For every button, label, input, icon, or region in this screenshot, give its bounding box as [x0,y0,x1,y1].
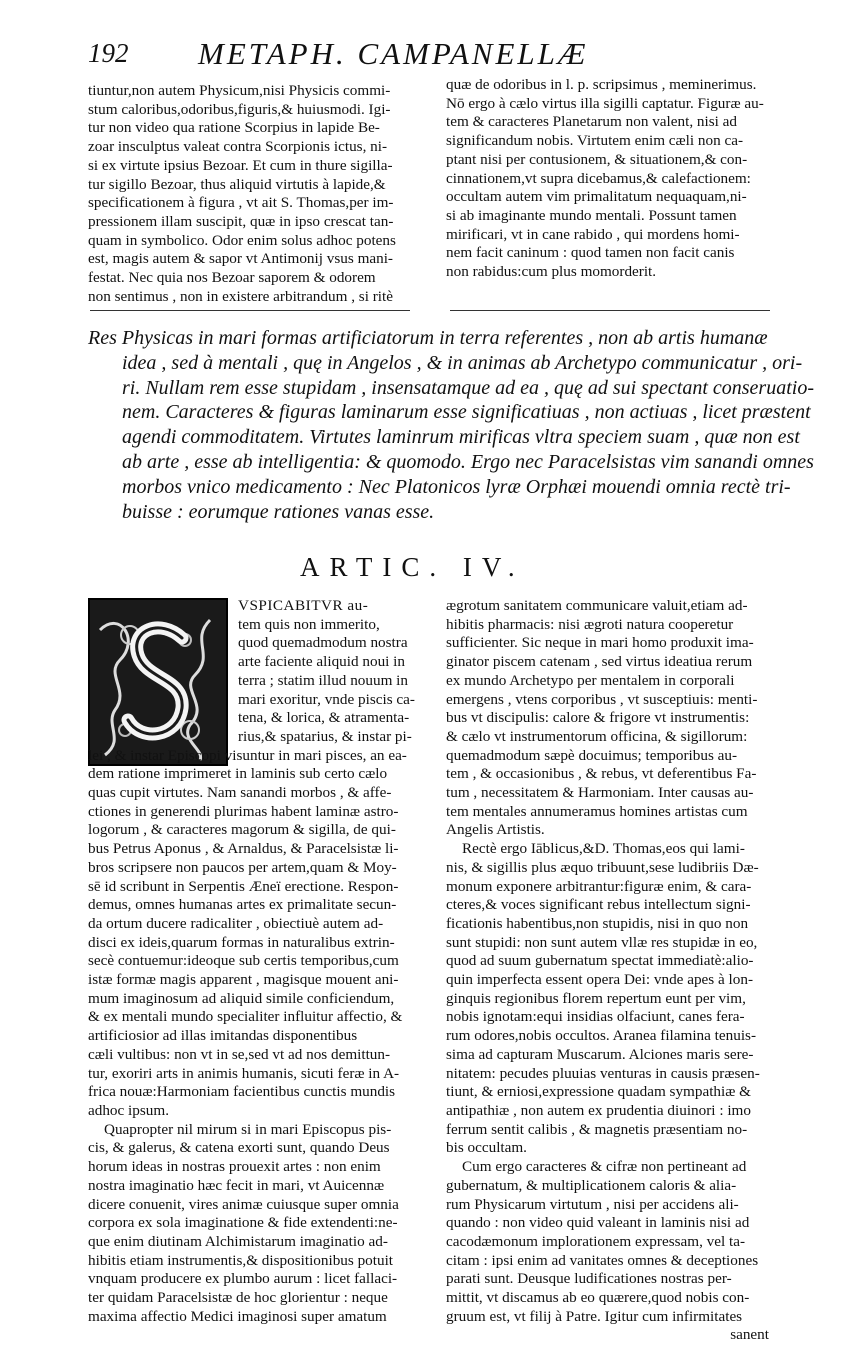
text-line: agendi commoditatem. Virtutes laminrum mirificas vltra speciem suam , quæ non est [122,426,800,449]
text-line: mum imaginosum ad aliquid simile conficiendum, [88,989,395,1007]
text-line: mittit, vt discamus ab eo quærere,quod nobis con- [446,1289,750,1307]
text-line: stum caloribus,odoribus,figuris,& huiusmodi. Igi- [88,100,391,118]
text-line: emergens , vtens corporibus , vt susceptiuis: menti- [446,690,758,708]
text-line: quando : non video quid valeant in laminis nisi ad [446,1214,750,1232]
text-line: lei , & instar Episcopi visuntur in mari pisces, an ea- [88,746,407,764]
text-line: est, magis autem & sapor vt Antimonij vsus mani- [88,250,393,268]
text-line: dem ratione imprimeret in laminis sub certo cælo [88,765,388,783]
text-line: quas cupit virtutes. Nam sanandi morbos , & affe- [88,784,392,802]
text-line: sanent [730,1326,769,1344]
text-line: demus, omnes humanas artes ex primalitate secun- [88,896,397,914]
text-line: nitatem: pecudes pluuias venturas in causis præsen- [446,1064,760,1082]
text-line: sima ad capturam Muscarum. Alciones maris sere- [446,1045,754,1063]
text-line: ri. Nullam rem esse stupidam , insensatamque ad ea , quę ad sui spectant conseruatio- [122,376,814,399]
text-line: corpora ex sola imaginatione & fide extendenti:ne- [88,1214,398,1232]
text-line: citam : ipsi enim ad vanitates omnes & deceptiones [446,1251,759,1269]
text-line: secè contuemur:ideoque sub certis temporibus,cum [88,952,399,970]
text-line: ter quidam Paracelsistæ de hoc glorientur : neque [88,1289,388,1307]
text-line: ex mundo Archetypo per mentalem in corporali [446,671,735,689]
page-number: 192 [88,38,129,68]
text-line: idea , sed à mentali , quę in Angelos , & in animas ab Archetypo communicatur , ori- [122,351,803,374]
text-line: istæ formæ magis apparent , magisque mouent ani- [88,971,399,989]
text-line: adhoc ipsum. [88,1101,169,1119]
text-line: nostra imaginatio hæc fecit in mari, vt Auicennæ [88,1176,385,1194]
body-right-column [446,597,781,1345]
text-line: non rabidus:cum plus momorderit. [446,263,657,281]
text-line: bis occultam. [446,1139,527,1157]
text-line: & cælo vt instrumentorum officina, & sigillorum: [446,727,748,745]
text-line: parati sunt. Deusque ludificationes nostras per- [446,1270,732,1288]
text-line: tur, exoriri arts in animis humanis, sicuti feræ in A- [88,1064,400,1082]
text-line: mirificari, vt in cane rabido , qui mordens homi- [446,225,740,243]
divider-rule-right [450,310,770,311]
text-line: si ab imaginante mundo mentali. Possunt tamen [446,206,737,224]
text-line: cteres,& voces significant rebus intellectum signi- [446,896,751,914]
text-line: disci ex ideis,quarum formas in naturalibus extrin- [88,933,395,951]
text-line: ctiones in generendi plurimas habent laminæ astro- [88,802,399,820]
text-line: tum , necessitatem & Harmoniam. Inter causas au- [446,784,754,802]
text-line: ægrotum sanitatem communicare valuit,etiam ad- [446,597,748,614]
text-line: horum ideas in nostras prouexit artes : non enim [88,1158,381,1176]
text-line: ptant nisi per contusionem, & situationem,& con- [446,150,748,168]
text-line: antipathiæ , non autem ex prudentia diuinori : imo [446,1101,751,1119]
text-line: sufficienter. Sic neque in mari homo produxit ima- [446,634,754,652]
text-line: quin imperfecta essent opera Dei: vnde apes à lon- [446,971,754,989]
text-line: ginquis regionibus florem repertum eunt per vim, [446,989,746,1007]
text-line: quemadmodum sæpè docuimus; temporibus au- [446,746,738,764]
text-line: buisse : eorumque rationes vanas esse. [122,500,435,523]
text-line: monum exponere arbitrantur:figuræ enim, & cara- [446,877,752,895]
text-line: tem , & occasionibus , & rebus, vt deferentibus Fa- [446,765,757,783]
text-line: occultam autem vim primalitatum nequaquam,ni- [446,188,747,206]
text-line: terra ; statim illud nouum in [238,671,408,689]
text-line: ginator piscem catenam , sed virtus ideatiua rerum [446,653,753,671]
article-heading: ARTIC. IV. [300,552,525,582]
text-line: quod quemadmodum nostra [238,634,408,652]
text-line: rum Physicarum virtutum , nisi per accidens ali- [446,1195,739,1213]
text-line: Res Physicas in mari formas artificiatorum in terra referentes , non ab artis humanæ [88,327,768,349]
text-line: nis, & sigillis plus æquo tribuunt,sese ludibriis Dæ- [446,858,759,876]
text-line: cis, & galerus, & catena exorti sunt, quando Deus [88,1139,390,1157]
text-line: hibitis pharmacis: nisi ægroti natura cooperetur [446,615,734,633]
text-line: cæli vultibus: non vt in se,sed vt ad nos demittun- [88,1045,391,1063]
text-line: quod ad suum gubernatum spectat immediatè:alio- [446,952,754,970]
running-header [88,38,788,78]
text-line: arte faciente aliquid noui in [238,653,405,671]
article-summary [88,326,814,524]
text-line: Quapropter nil mirum si in mari Episcopus pis- [104,1120,392,1138]
text-line: zoar insculptus valeat contra Scorpionis ictus, ni- [88,138,388,156]
text-line: nem facit caninum : quod tamen non facit canis [446,244,735,262]
text-line: cinnationem,vt supra dicebamus,& calefactionem: [446,169,751,187]
text-line: quæ de odoribus in l. p. scripsimus , meminerimus. [446,76,757,93]
text-line: tiuntur,non autem Physicum,nisi Physicis commi- [88,82,391,99]
text-line: da ortum ducere radicaliter , obiectiuè autem ad- [88,914,384,932]
text-line: dicere conuenit, vires animæ cuiusque super omnia [88,1195,399,1213]
text-line: Nō ergo à cælo virtus illa sigilli captatur. Figuræ au- [446,94,764,112]
text-line: specificationem à figura , vt ait S. Thomas,per im- [88,194,394,212]
text-line: sē id scribunt in Serpentis Æneï erectione. Respon- [88,877,399,895]
text-line: sunt stupidi: non sunt autem vllæ res stupidæ in eo, [446,933,758,951]
top-right-column [446,76,778,282]
text-line: pressionem illam suscipit, quæ in ipso crescat tan- [88,212,394,230]
running-title: METAPH. CAMPANELLÆ [198,36,589,71]
text-line: gubernatum, & multiplicationem caloris & alia- [446,1176,737,1194]
text-line: tena, & lorica, & atramenta- [238,709,410,727]
text-line: VSPICABITVR au- [238,597,369,614]
text-line: nobis ignotam:equi insidias olfaciunt, canes fera- [446,1008,745,1026]
text-line: rum odores,nobis occultos. Aranea filamina tenuis- [446,1027,757,1045]
text-line: maxima affectio Medici imaginosi super amatum [88,1307,387,1325]
divider-rule-left [90,310,410,311]
text-line: tiunt, & erniosi,expressione quadam sympathiæ & [446,1083,751,1101]
text-line: & ex mentali mundo specialiter influitur affectio, & [88,1008,403,1026]
text-line: Cum ergo caracteres & cifræ non pertineant ad [462,1158,747,1176]
text-line: ab arte , esse ab intelligentia: & quomodo. Ergo nec Paracelsistas vim sanandi omnes [122,450,814,473]
text-line: tem quis non immerito, [238,615,380,633]
text-line: tem & caracteres Planetarum non valent, nisi ad [446,113,737,131]
top-left-column [88,82,423,306]
text-line: si ex virtute ipsius Bezoar. Et cum in thure sigilla- [88,156,393,174]
text-line: quam in symbolico. Odor enim solus adhoc potens [88,231,396,249]
text-line: bus vt discipulis: calore & frigore vt instrumentis: [446,709,750,727]
text-line: significandum nobis. Virtutem enim cæli non ca- [446,132,744,150]
text-line: gruum est, vt filij à Patre. Igitur cum infirmitates [446,1307,743,1325]
text-line: ferrum sentit calibis , & magnetis præsentiam no- [446,1120,748,1138]
text-line: festat. Nec quia nos Bezoar saporem & odorem [88,269,376,287]
text-line: vnquam producere ex plumbo aurum : licet fallaci- [88,1270,398,1288]
text-line: non sentimus , non in existere arbitrandum , si ritè [88,287,393,305]
text-line: tem mentales annumeramus homines artistas cum [446,802,748,820]
text-line: artificiosior ad illas imitandas disponentibus [88,1027,358,1045]
text-line: nem. Caracteres & figuras laminarum esse significatiuas , non actiuas , licet præstent [122,401,811,424]
body-left-column [88,597,430,1326]
text-line: tur non video qua ratione Scorpius in lapide Be- [88,119,380,137]
text-line: mari exoritur, vnde piscis ca- [238,690,415,708]
text-line: Rectè ergo Iāblicus,&D. Thomas,eos qui lami- [462,840,745,858]
text-line: bros scripsere non paucos per artem,quam & Moy- [88,858,397,876]
text-line: hibitis etiam instrumentis,& dispositionibus potuit [88,1251,394,1269]
text-line: rius,& spatarius, & instar pi- [238,727,412,745]
text-line: ficationis habentibus,non stupidis, nisi in quo non [446,914,749,932]
text-line: Angelis Artistis. [446,821,545,839]
text-line: morbos vnico medicamento : Nec Platonicos lyræ Orphæi mouendi omnia rectè tri- [122,475,791,498]
text-line: logorum , & caracteres magorum & sigilla, de qui- [88,821,396,839]
text-line: tur sigillo Bezoar, thus aliquid virtutis à lapide,& [88,175,386,193]
text-line: bus Petrus Aponus , & Arnaldus, & Paracelsistæ li- [88,840,399,858]
text-line: cacodæmonum implorationem expressam, vel ta- [446,1232,746,1250]
text-line: que enim diutinam Alchimistarum imaginatio ad- [88,1232,388,1250]
text-line: frica nouæ:Harmoniam facientibus cunctis mundis [88,1083,396,1101]
